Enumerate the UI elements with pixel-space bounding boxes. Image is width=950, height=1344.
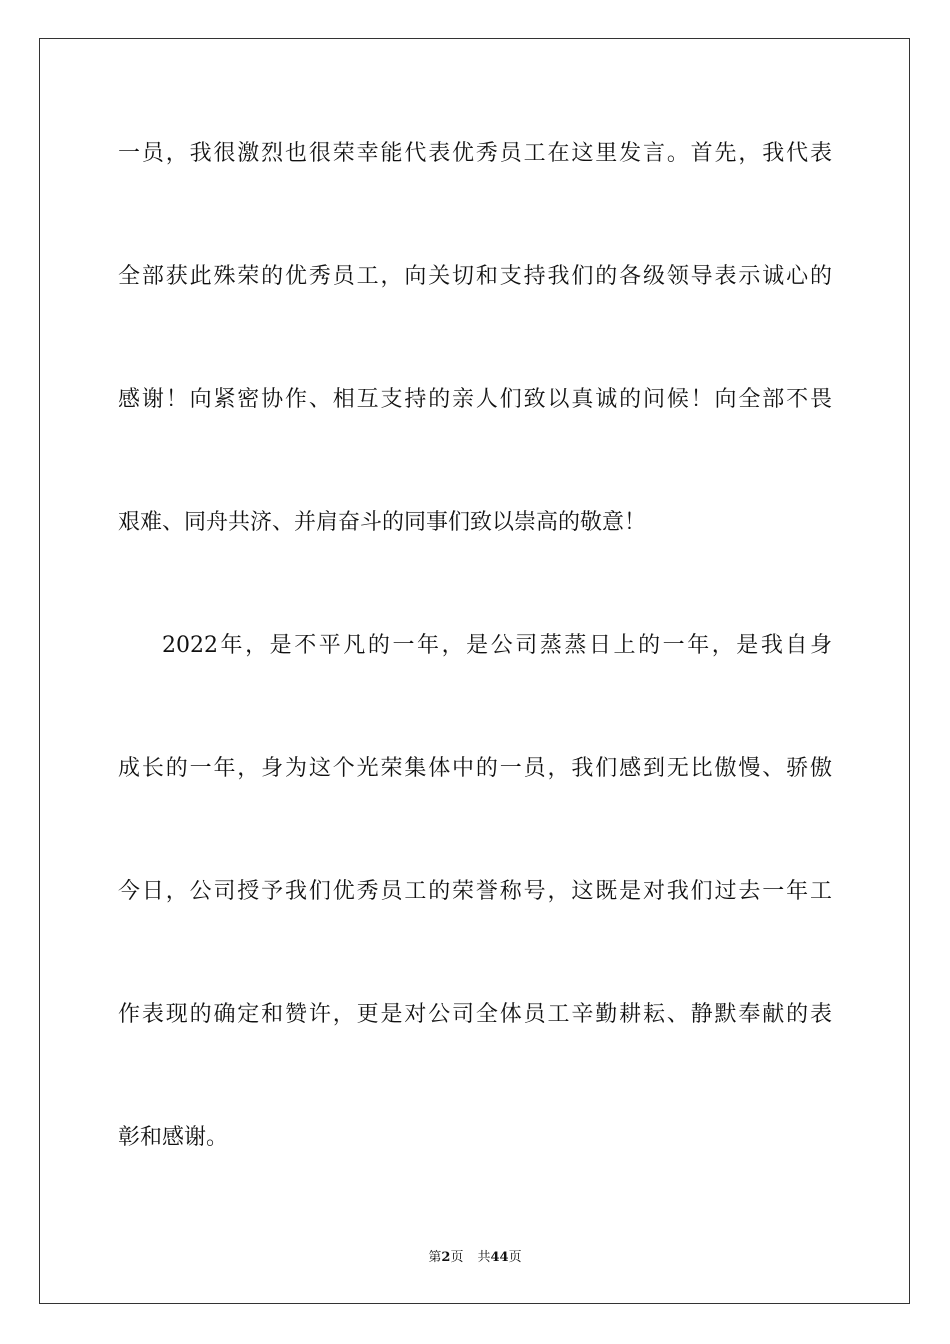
text-line: 艰难、同舟共济、并肩奋斗的同事们致以崇高的敬意！ — [118, 510, 647, 535]
page-footer — [0, 1246, 950, 1265]
page-prefix: 第 — [428, 1250, 442, 1265]
text-line: 作表现的确定和赞许，更是对公司全体员工辛勤耕耘、静默奉献的表 — [118, 1002, 832, 1027]
text-line: 今日，公司授予我们优秀员工的荣誉称号，这既是对我们过去一年工 — [118, 879, 832, 904]
text-line: 2022年，是不平凡的一年，是公司蒸蒸日上的一年，是我自身 — [162, 633, 832, 658]
total-pages: 44 — [490, 1250, 509, 1265]
text-line: 感谢！向紧密协作、相互支持的亲人们致以真诚的问候！向全部不畏 — [118, 387, 832, 412]
text-line: 彰和感谢。 — [118, 1125, 229, 1150]
text-line: 全部获此殊荣的优秀员工，向关切和支持我们的各级领导表示诚心的 — [118, 264, 832, 289]
total-suffix: 页 — [508, 1250, 522, 1265]
page-border — [39, 38, 910, 1304]
total-prefix: 共 — [477, 1250, 491, 1265]
text-line: 一员，我很激烈也很荣幸能代表优秀员工在这里发言。首先，我代表 — [118, 141, 832, 166]
text-line: 成长的一年，身为这个光荣集体中的一员，我们感到无比傲慢、骄傲 — [118, 756, 832, 781]
page-number: 2 — [441, 1250, 451, 1265]
page-suffix: 页 — [450, 1250, 464, 1265]
